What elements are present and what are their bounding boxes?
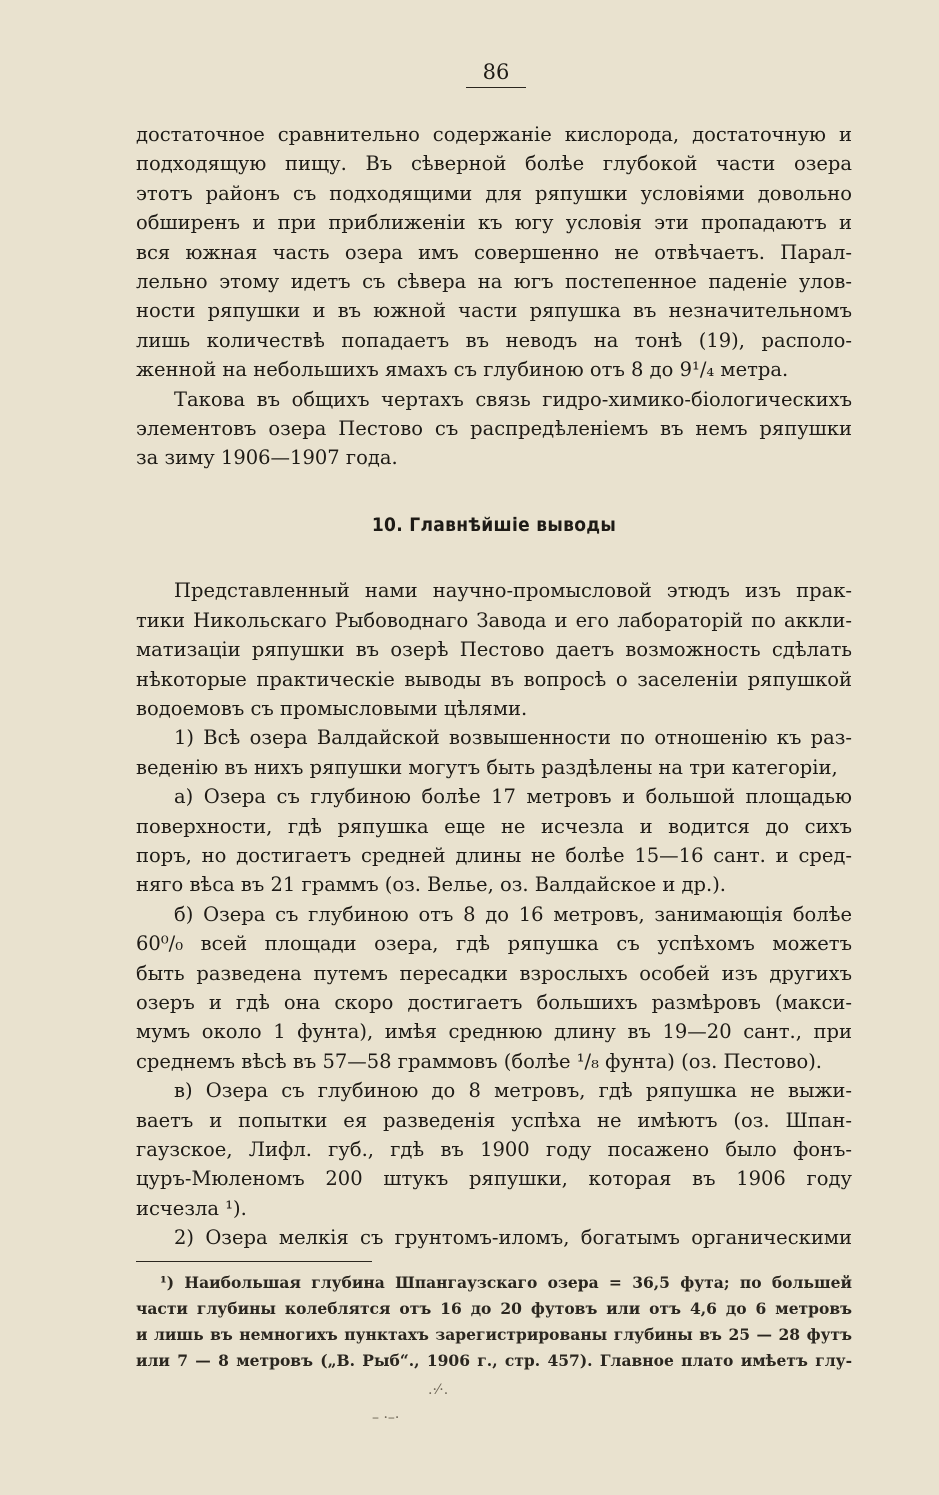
text-line: матизаціи ряпушки въ озерѣ Пестово даетъ возможность сдѣлать bbox=[136, 638, 852, 662]
text-line: Такова въ общихъ чертахъ связь гидро-химико-біологическихъ bbox=[174, 387, 852, 411]
text-line: подходящую пищу. Въ сѣверной болѣе глубокой части озера bbox=[136, 152, 852, 176]
text-line: достаточное сравнительно содержаніе кислорода, достаточную и bbox=[136, 123, 852, 146]
footnote bbox=[136, 1270, 852, 1374]
text-line: 60⁰/₀ всей площади озера, гдѣ ряпушка съ успѣхомъ можетъ bbox=[136, 932, 852, 956]
text-line: за зиму 1906—1907 года. bbox=[136, 446, 398, 470]
text-line: нѣкоторые практическіе выводы въ вопросѣ о заселеніи ряпушкой bbox=[136, 667, 852, 691]
text-line: ности ряпушки и въ южной части ряпушка въ незначительномъ bbox=[136, 299, 852, 323]
text-line: мумъ около 1 фунта), имѣя среднюю длину въ 19—20 сант., при bbox=[136, 1020, 852, 1044]
print-speck: – ·–· bbox=[372, 1410, 400, 1426]
main-text bbox=[136, 120, 852, 1253]
text-line: поръ, но достигаетъ средней длины не болѣе 15—16 сант. и сред- bbox=[136, 843, 852, 867]
text-line: веденію въ нихъ ряпушки могутъ быть раздѣлены на три категоріи, bbox=[136, 755, 838, 779]
text-line: водоемовъ съ промысловыми цѣлями. bbox=[136, 696, 528, 720]
text-line: женной на небольшихъ ямахъ съ глубиною отъ 8 до 9¹/₄ метра. bbox=[136, 358, 789, 382]
footnote-line: ¹) Наибольшая глубина Шпангаузскаго озера = 36,5 фута; по большей bbox=[160, 1273, 852, 1292]
text-line: этотъ районъ съ подходящими для ряпушки условіями довольно bbox=[136, 181, 852, 205]
text-line: б) Озера съ глубиною отъ 8 до 16 метровъ, занимающія болѣе bbox=[174, 902, 852, 926]
text-line: 1) Всѣ озера Валдайской возвышенности по отношенію къ раз- bbox=[174, 726, 852, 750]
text-line: вся южная часть озера имъ совершенно не отвѣчаетъ. Парал- bbox=[136, 240, 852, 264]
text-line: ваетъ и попытки ея разведенія успѣха не имѣютъ (оз. Шпан- bbox=[136, 1108, 852, 1132]
paragraph bbox=[136, 782, 852, 900]
text-line: исчезла ¹). bbox=[136, 1196, 247, 1220]
text-line: гаузское, Лифл. губ., гдѣ въ 1900 году посажено было фонъ- bbox=[136, 1138, 852, 1161]
text-line: в) Озера съ глубиною до 8 метровъ, гдѣ ряпушка не выжи- bbox=[174, 1079, 852, 1103]
text-line: тики Никольскаго Рыбоводнаго Завода и его лабораторій по аккли- bbox=[136, 608, 852, 632]
text-line: быть разведена путемъ пересадки взрослыхъ особей изъ другихъ bbox=[136, 961, 852, 985]
footnote-line: или 7 — 8 метровъ („В. Рыб“., 1906 г., стр. 457). Главное плато имѣетъ глу- bbox=[136, 1351, 852, 1370]
text-line: озеръ и гдѣ она скоро достигаетъ большихъ размѣровъ (макси- bbox=[136, 990, 852, 1014]
footnote-line: и лишь въ немногихъ пунктахъ зарегистрированы глубины въ 25 — 28 футъ bbox=[136, 1325, 852, 1344]
paragraph bbox=[136, 1076, 852, 1223]
footnote-line: части глубины колеблятся отъ 16 до 20 футовъ или отъ 4,6 до 6 метровъ bbox=[136, 1299, 852, 1318]
text-line: лишь количествѣ попадаетъ въ неводъ на тонѣ (19), располо- bbox=[136, 328, 852, 352]
text-line: среднемъ вѣсѣ въ 57—58 граммовъ (болѣе ¹/₈ фунта) (оз. Пестово). bbox=[136, 1049, 822, 1073]
paragraph bbox=[136, 385, 852, 473]
footnote-divider bbox=[136, 1261, 372, 1262]
text-line: поверхности, гдѣ ряпушка еще не исчезла и водится до сихъ bbox=[136, 814, 852, 838]
text-line: обширенъ и при приближеніи къ югу условія эти пропадаютъ и bbox=[136, 211, 852, 235]
paragraph bbox=[136, 120, 852, 385]
text-line: 2) Озера мелкія съ грунтомъ-иломъ, богатымъ органическими bbox=[174, 1226, 852, 1250]
paragraph bbox=[136, 576, 852, 723]
section-heading: 10. Главнѣйшіе выводы bbox=[371, 513, 617, 536]
paragraph bbox=[136, 1223, 852, 1252]
text-line: элементовъ озера Пестово съ распредѣленіемъ въ немъ ряпушки bbox=[136, 417, 852, 441]
page-number: 86 bbox=[466, 60, 526, 88]
paragraph bbox=[136, 900, 852, 1076]
text-line: а) Озера съ глубиною болѣе 17 метровъ и большой площадью bbox=[174, 785, 852, 809]
text-line: Представленный нами научно-промысловой этюдъ изъ прак- bbox=[174, 579, 852, 603]
text-line: цуръ-Мюленомъ 200 штукъ ряпушки, которая въ 1906 году bbox=[136, 1167, 852, 1191]
paragraph bbox=[136, 723, 852, 782]
text-line: лельно этому идетъ съ сѣвера на югъ постепенное паденіе улов- bbox=[136, 270, 852, 294]
print-speck: .·⁄·. bbox=[428, 1382, 449, 1398]
text-line: няго вѣса въ 21 граммъ (оз. Велье, оз. Валдайское и др.). bbox=[136, 873, 727, 897]
